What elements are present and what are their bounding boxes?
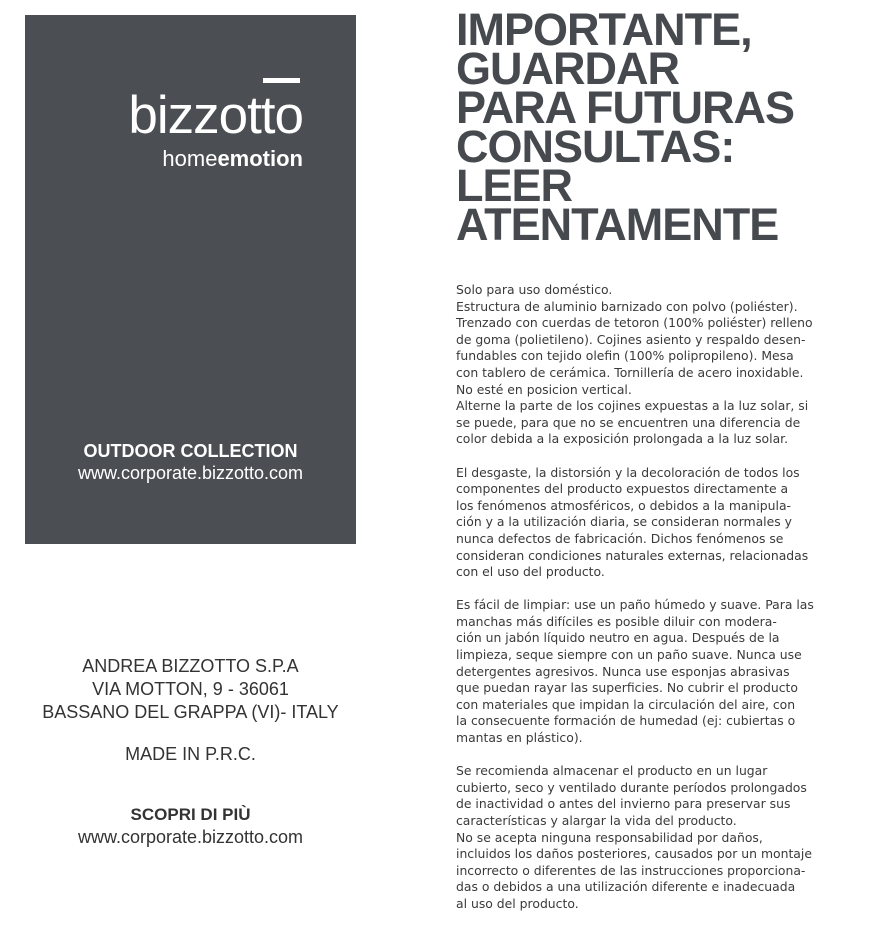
body-text-line: componentes del producto expuestos directamente a xyxy=(456,481,789,497)
heading-line: GUARDAR xyxy=(456,43,679,94)
heading-line: CONSULTAS: xyxy=(456,121,735,172)
address-line: BASSANO DEL GRAPPA (VI)- ITALY xyxy=(42,702,339,722)
body-text-line: de inactividad o antes del invierno para preservar sus xyxy=(456,796,791,812)
body-text-line: fundables con tejido olefin (100% polipropileno). Mesa xyxy=(456,348,794,364)
body-text-line: das o debidos a una utilización diferente e inadecuada xyxy=(456,879,796,895)
paragraph-gap xyxy=(456,448,842,465)
scopri-url[interactable]: www.corporate.bizzotto.com xyxy=(77,827,304,847)
body-text-line: Estructura de aluminio barnizado con polvo (poliéster). xyxy=(456,298,798,314)
body-text-line: los fenómenos atmosféricos, o debidos a la manipula- xyxy=(456,497,792,513)
company-address xyxy=(25,655,356,724)
collection-url[interactable]: www.corporate.bizzotto.com xyxy=(77,463,304,483)
heading-line: PARA FUTURAS xyxy=(456,82,794,133)
body-text-line: características y alargar la vida del producto. xyxy=(456,813,737,828)
body-text-line: cubierto, seco y ventilado durante períodos prolongados xyxy=(456,779,807,795)
body-text-line: con el uso del producto. xyxy=(456,564,605,580)
paragraph-gap xyxy=(456,581,842,598)
body-text-line: la consecuente formación de humedad (ej: cubiertas o xyxy=(456,713,796,729)
cover-panel xyxy=(25,15,356,544)
body-text-line: ción y a la utilización diaria, se consideran normales y xyxy=(456,514,792,530)
body-text-line: consideran condiciones naturales externas, relacionadas xyxy=(456,547,809,563)
body-text-line: No esté en posicion vertical. xyxy=(456,381,632,397)
heading-line: LEER xyxy=(456,160,573,211)
paragraph-gap xyxy=(456,747,842,764)
body-text-line: que puedan rayar las superficies. No cubrir el producto xyxy=(456,680,798,696)
body-text-line: de goma (polietileno). Cojines asiento y respaldo desen- xyxy=(456,331,806,347)
body-text-line: El desgaste, la distorsión y la decoloración de todos los xyxy=(456,464,800,480)
body-text-line: Trenzado con cuerdas de tetoron (100% poliéster) relleno xyxy=(456,315,813,331)
body-text-line: con materiales que impidan la circulación del aire, con xyxy=(456,696,796,712)
heading-line: ATENTAMENTE xyxy=(456,199,779,250)
address-line: VIA MOTTON, 9 - 36061 xyxy=(92,679,289,699)
body-text-line: limpieza, seque siempre con un paño suave. Nunca use xyxy=(456,647,802,663)
tagline-light: home xyxy=(162,146,218,171)
body-text-line: Se recomienda almacenar el producto en un lugar xyxy=(456,763,768,779)
logo-accent-bar xyxy=(263,78,300,83)
collection-block xyxy=(25,440,356,484)
instructions-body xyxy=(456,282,842,913)
body-text-line: al uso del producto. xyxy=(456,895,579,911)
body-text-line: ción un jabón líquido neutro en agua. Después de la xyxy=(456,630,780,646)
brand-logo: bizzotto xyxy=(128,86,303,145)
page-heading xyxy=(456,4,856,250)
scopri-title: SCOPRI DI PIÙ xyxy=(130,805,251,824)
body-text-line: se puede, para que no se encuentren una diferencia de xyxy=(456,414,801,430)
address-line: ANDREA BIZZOTTO S.P.A xyxy=(82,656,299,676)
tagline-bold: emotion xyxy=(217,146,303,171)
made-in-label: MADE IN P.R.C. xyxy=(125,744,256,764)
heading-line: IMPORTANTE, xyxy=(456,4,752,55)
body-text-line: incluidos los daños posteriores, causados por un montaje xyxy=(456,846,812,862)
brand-tagline xyxy=(162,148,303,170)
body-text-line: incorrecto o diferentes de las instrucciones proporciona- xyxy=(456,862,806,878)
body-text-line: manchas más difíciles es posible diluir con modera- xyxy=(456,613,777,629)
body-text-line: Alterne la parte de los cojines expuestas a la luz solar, si xyxy=(456,398,809,414)
body-text-line: nunca defectos de fabricación. Dichos fenómenos se xyxy=(456,530,784,546)
body-text-line: mantas en plástico). xyxy=(456,730,583,746)
body-text-line: detergentes agresivos. Nunca use esponjas abrasivas xyxy=(456,663,790,679)
scopri-block xyxy=(25,804,356,849)
body-text-line: No se acepta ninguna responsabilidad por daños, xyxy=(456,829,763,845)
body-text-line: Solo para uso doméstico. xyxy=(456,282,613,297)
body-text-line: Es fácil de limpiar: use un paño húmedo y suave. Para las xyxy=(456,597,814,613)
body-text-line: color debida a la exposición prolongada a la luz solar. xyxy=(456,431,789,447)
collection-name: OUTDOOR COLLECTION xyxy=(83,441,298,461)
body-text-line: con tablero de cerámica. Tornillería de acero inoxidable. xyxy=(456,364,804,380)
